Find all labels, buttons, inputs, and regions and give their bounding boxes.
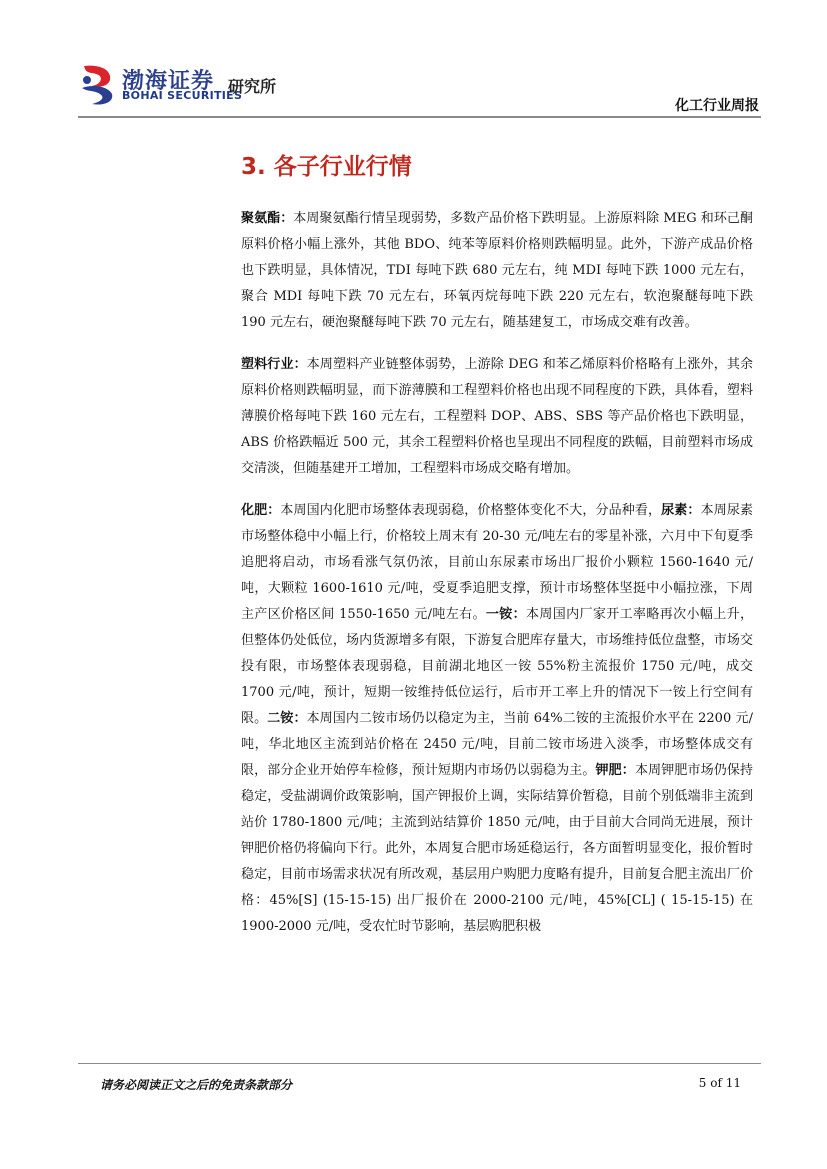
company-logo [78, 62, 288, 106]
institute-name: 研究所 [228, 77, 277, 96]
page-number: 5 of 11 [698, 1076, 741, 1090]
paragraph-plastics [241, 352, 753, 482]
text-urea: 本周尿素市场整体稳中小幅上行，价格较上周末有 20-30 元/吨左右的零星补涨，六月中下旬夏季追肥将启动，市场看涨气氛仍浓，目前山东尿素市场出厂报价小颗粒 1560-1640 元/吨，大颗粒 1600-1610 元/吨，受夏季追肥支撑，预计市场整体坚挺中小幅拉涨，下周主产区价格区间 1550-1650 元/吨左右。 [241, 503, 753, 622]
text-potash: 本周钾肥市场仍保持稳定，受盐湖调价政策影响，国产钾报价上调，实际结算价暂稳，目前个别低端非主流到站价 1780-1800 元/吨；主流到站结算价 1850 元/吨，由于目前大合同尚无进展，预计钾肥价格仍将偏向下行。此外，本周复合肥市场延稳运行，各方面暂明显变化，报价暂时稳定，目前市场需求状况有所改观，基层用户购肥力度略有提升，目前复合肥主流出厂价格：45%[S] (15-15-15) 出厂报价在 2000-2100 元/吨，45%[CL] ( 15-15-15) 在 1900-2000 元/吨，受农忙时节影响，基层购肥积极 [241, 763, 753, 934]
text-mcp: 本周国内厂家开工率略再次小幅上升，但整体仍处低位，场内货源增多有限，下游复合肥库存量大，市场维持低位盘整，市场交投有限，市场整体表现弱稳，目前湖北地区一铵 55%粉主流报价 1750 元/吨，成交 1700 元/吨，预计，短期一铵维持低位运行，后市开工率上升的情况下一铵上行空间有限。 [241, 607, 753, 726]
paragraph-fertilizer [241, 498, 753, 940]
text-plastics: 本周塑料产业链整体弱势，上游除 DEG 和苯乙烯原料价格略有上涨外，其余原料价格则跌幅明显，而下游薄膜和工程塑料价格也出现不同程度的下跌，具体看，塑料薄膜价格每吨下跌 160 元左右，工程塑料 DOP、ABS、SBS 等产品价格也下跌明显，ABS 价格跌幅近 500 元，其余工程塑料价格也呈现出不同程度的跌幅，目前塑料市场成交清淡，但随基建开工增加，工程塑料市场成交略有增加。 [241, 357, 753, 476]
label-dap: 二铵： [267, 711, 307, 726]
report-type: 化工行业周报 [675, 98, 759, 114]
main-content [241, 206, 753, 956]
label-fertilizer: 化肥： [241, 503, 281, 518]
text-polyurethane: 本周聚氨酯行情呈现弱势，多数产品价格下跌明显。上游原料除 MEG 和环己酮原料价格小幅上涨外，其他 BDO、纯苯等原料价格则跌幅明显。此外，下游产成品价格也下跌明显，具体情况，TDI 每吨下跌 680 元左右，纯 MDI 每吨下跌 1000 元左右，聚合 MDI 每吨下跌 70 元左右，环氧丙烷每吨下跌 220 元左右，软泡聚醚每吨下跌 190 元左右，硬泡聚醚每吨下跌 70 元左右，随基建复工，市场成交难有改善。 [241, 211, 753, 330]
footer-disclaimer: 请务必阅读正文之后的免责条款部分 [100, 1078, 293, 1092]
section-title: 3. 各子行业行情 [241, 154, 412, 180]
logo-chinese-name: 渤海证券 [122, 69, 215, 94]
text-dap: 本周国内二铵市场仍以稳定为主，当前 64%二铵的主流报价水平在 2200 元/吨，华北地区主流到站价格在 2450 元/吨，目前二铵市场进入淡季，市场整体成交有限，部分企业开始停车检修，预计短期内市场仍以弱稳为主。 [241, 711, 753, 778]
label-plastics: 塑料行业： [241, 357, 307, 372]
label-polyurethane: 聚氨酯： [241, 211, 294, 226]
label-potash: 钾肥： [595, 763, 635, 778]
label-urea: 尿素： [661, 503, 701, 518]
bohai-logo-icon [78, 62, 118, 106]
text-fertilizer-intro: 本周国内化肥市场整体表现弱稳，价格整体变化不大，分品种看， [280, 503, 662, 518]
label-mcp: 一铵： [485, 607, 526, 622]
footer-divider [78, 1063, 761, 1064]
logo-english-name: BOHAI SECURITIES [122, 89, 243, 102]
paragraph-polyurethane [241, 206, 753, 336]
header-divider [78, 116, 761, 118]
